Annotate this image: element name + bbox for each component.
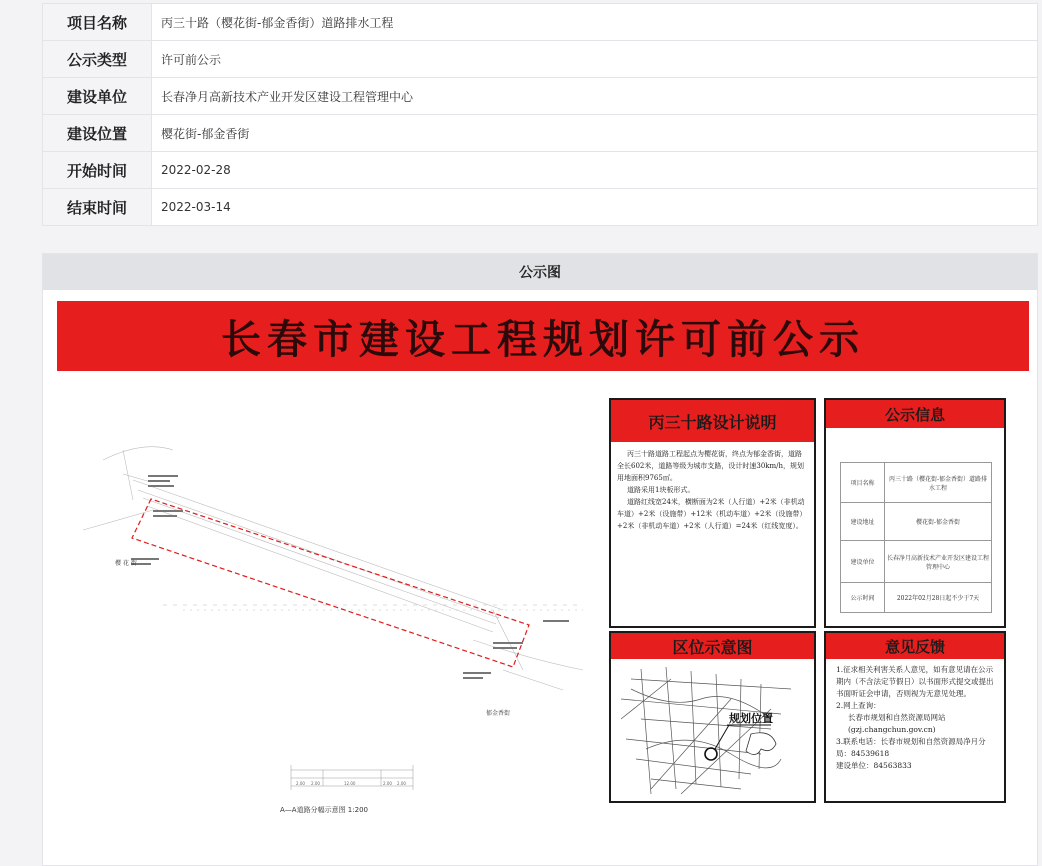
label-notice-type: 公示类型	[43, 41, 152, 78]
value-location: 樱花街-郁金香街	[152, 115, 1038, 152]
value-start-date: 2022-02-28	[152, 152, 1038, 189]
design-card-title: 丙三十路设计说明	[611, 400, 814, 442]
feedback-card-title: 意见反馈	[826, 633, 1004, 659]
feedback-line-3: 长春市规划和自然资源局网站	[848, 713, 946, 722]
lake-shape	[746, 733, 776, 755]
notice-panel	[42, 253, 1038, 866]
location-map	[611, 659, 814, 801]
feedback-line-5: 3.联系电话：长春市规划和自然资源局净月分局：84539618	[836, 737, 986, 758]
notice-panel-title: 公示图	[43, 254, 1037, 290]
row-notice-type	[43, 41, 1038, 78]
feedback-card	[824, 631, 1006, 803]
feedback-card-body	[826, 659, 1004, 777]
label-location: 建设位置	[43, 115, 152, 152]
banner-title: 长春市建设工程规划许可前公示	[221, 315, 865, 363]
project-location-marker	[705, 748, 717, 760]
pubinfo-value: 2022年02月28日起不少于7天	[885, 583, 992, 613]
map-streets	[621, 667, 791, 794]
lane-label-3: 12.00	[344, 781, 356, 786]
label-builder: 建设单位	[43, 78, 152, 115]
pubinfo-row	[841, 583, 992, 613]
marker-leader-line	[715, 725, 729, 749]
row-start-date	[43, 152, 1038, 189]
lane-label-5: 2.00	[397, 781, 406, 786]
design-card-body	[611, 442, 814, 538]
pubinfo-value: 樱花街-郁金香街	[885, 503, 992, 541]
pubinfo-row	[841, 463, 992, 503]
pubinfo-label: 建设地址	[841, 503, 885, 541]
pubinfo-card-title: 公示信息	[826, 400, 1004, 428]
pubinfo-row	[841, 541, 992, 583]
lane-label-4: 2.00	[383, 781, 392, 786]
road-lines	[83, 447, 583, 690]
pubinfo-label: 公示时间	[841, 583, 885, 613]
label-project-name: 项目名称	[43, 4, 152, 41]
notice-image[interactable]	[43, 290, 1037, 866]
feedback-line-6: 建设单位：84563833	[836, 761, 912, 770]
design-card	[609, 398, 816, 628]
street-label-yujinxiang: 郁金香街	[486, 710, 511, 717]
pubinfo-card	[824, 398, 1006, 628]
coordinate-labels	[131, 475, 569, 679]
design-paragraph-1: 丙三十路道路工程起点为樱花街，终点为郁金香街，道路全长602米，道路等级为城市支路，设计时速30km/h，规划用地面积9765㎡。	[617, 450, 805, 482]
cross-section	[291, 765, 413, 790]
feedback-line-1: 1.征求相关利害关系人意见，如有意见请在公示期内（不含法定节假日）以书面形式提交或提出书面听证会申请，否则视为无意见处理。	[836, 665, 994, 698]
pubinfo-label: 项目名称	[841, 463, 885, 503]
value-project-name: 丙三十路（樱花街-郁金香街）道路排水工程	[152, 4, 1038, 41]
feedback-line-4: (gzj.changchun.gov.cn)	[848, 725, 936, 734]
row-location	[43, 115, 1038, 152]
label-start-date: 开始时间	[43, 152, 152, 189]
lane-label-2: 2.00	[311, 781, 320, 786]
location-card	[609, 631, 816, 803]
pubinfo-table	[840, 462, 992, 613]
street-label-yinghua: 樱 花 街	[115, 560, 137, 567]
row-builder	[43, 78, 1038, 115]
design-paragraph-2: 道路采用1块板形式。	[627, 486, 695, 494]
value-builder: 长春净月高新技术产业开发区建设工程管理中心	[152, 78, 1038, 115]
notice-banner	[57, 301, 1029, 371]
section-caption: A—A道路分幅示意图 1:200	[280, 806, 368, 814]
lane-label-1: 2.00	[296, 781, 305, 786]
road-plan-drawing	[63, 410, 608, 820]
pubinfo-value: 丙三十路（樱花街-郁金香街）道路排水工程	[885, 463, 992, 503]
project-boundary	[132, 499, 529, 667]
location-card-title: 区位示意图	[611, 633, 814, 659]
row-end-date	[43, 189, 1038, 226]
pubinfo-label: 建设单位	[841, 541, 885, 583]
label-end-date: 结束时间	[43, 189, 152, 226]
design-paragraph-3: 道路红线宽24米，横断面为2米（人行道）+2米（非机动车道）+2米（设施带）+12米（机动车道）+2米（设施带）+2米（非机动车道）+2米（人行道）=24米（红线宽度）。	[617, 498, 807, 530]
project-info-table	[42, 3, 1038, 226]
value-notice-type: 许可前公示	[152, 41, 1038, 78]
value-end-date: 2022-03-14	[152, 189, 1038, 226]
pubinfo-value: 长春净月高新技术产业开发区建设工程管理中心	[885, 541, 992, 583]
pubinfo-row	[841, 503, 992, 541]
feedback-line-2: 2.网上查询：	[836, 701, 881, 710]
marker-label: 规划位置	[729, 712, 773, 725]
row-project-name	[43, 4, 1038, 41]
